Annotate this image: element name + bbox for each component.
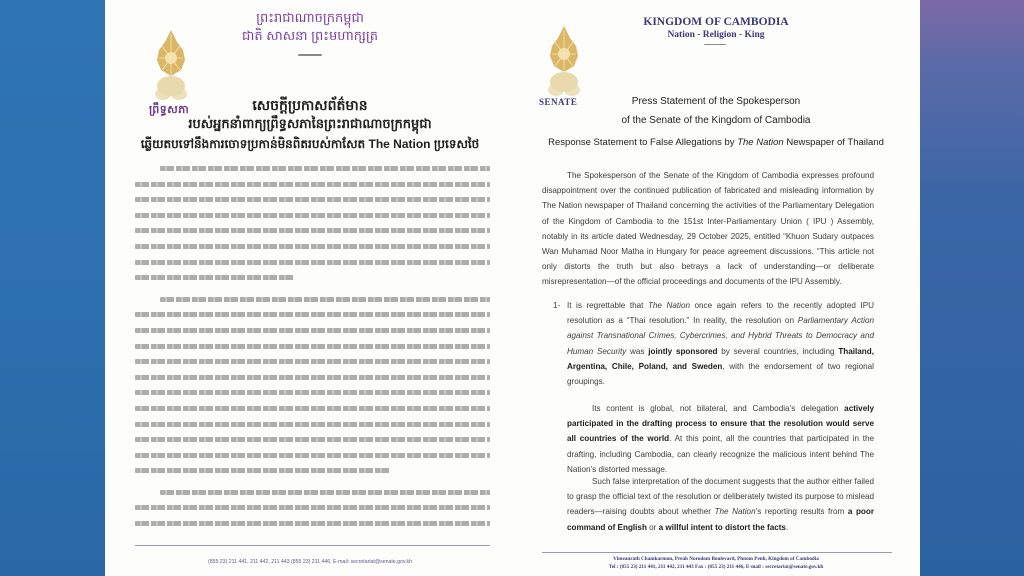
divider-flourish: [298, 54, 322, 56]
logo-caption: ព្រឹទ្ធសភា: [149, 104, 190, 116]
false-emphasis: a willful intent to distort the facts: [658, 522, 786, 532]
resolution-title: Parliamentary Action against Transnational Crimes, Cybercrimes, and Hybrid Threats to Democracy and Human Security: [567, 316, 874, 356]
false-text: [567, 474, 874, 535]
content-text-part: . At this point, all the countries that participated in the drafting, including Cambodia, can clearly recognize the malicious intent behind The Nation’s distorted message.: [567, 434, 875, 474]
footer-address: Vimeanrath Chamkarmon, Preah Norodom Boulevard, Phnom Penh, Kingdom of Cambodia: [613, 556, 819, 562]
logo-caption: SENATE: [539, 97, 578, 107]
footer-contact: Tel : (855 23) 211 441, 211 442, 211 443 Fax : (855 23) 211 446, E-mail : secretariat@senate.gov.kh: [608, 564, 824, 570]
statement-subtitle: of the Senate of the Kingdom of Cambodia: [621, 115, 811, 126]
item-emphasis: jointly sponsored: [648, 346, 718, 356]
statement-response-title: ឆ្លើយតបទៅនឹងការចោទប្រកាន់មិនពិតរបស់កាសែត The Nation ប្រទេសថៃ: [140, 137, 480, 151]
title-text: Response Statement to False Allegations by: [548, 137, 738, 148]
content-paragraph: [567, 401, 874, 477]
false-text-part: Such false interpretation of the document suggests that the author either failed to grasp the official text of the resolution or deliberately twisted its purpose to mislead readers—raising doubts about whether: [567, 477, 874, 517]
khmer-body-text: [135, 166, 490, 537]
statement-title: Press Statement of the Spokesperson: [631, 96, 801, 107]
false-text-part: ’s reporting results from: [755, 507, 848, 517]
statement-title: សេចក្ដីប្រកាសព័ត៌មាន: [252, 97, 368, 113]
title-text: Newspaper of Thailand: [783, 137, 884, 148]
item-text: It is regrettable that: [567, 301, 648, 310]
content-text: [567, 401, 874, 477]
footer-divider: [542, 552, 892, 553]
kingdom-heading: KINGDOM OF CAMBODIA: [643, 16, 789, 28]
statement-subtitle: របស់អ្នកនាំពាក្យព្រឹទ្ធសភានៃព្រះរាជាណាចក្រកម្ពុជា: [188, 116, 432, 131]
content-text-part: Its content is global, not bilateral, and Cambodia’s delegation: [592, 404, 845, 413]
newspaper-name: The Nation: [714, 507, 756, 517]
footer-divider: [135, 545, 490, 546]
item-text: once again refers to the recently adopted IPU resolution as a “Thai resolution.” In reality, the resolution on: [567, 301, 875, 326]
kingdom-heading: ព្រះរាជាណាចក្រកម្ពុជា: [256, 10, 364, 25]
english-press-statement-page: [512, 0, 920, 576]
divider-flourish: [704, 44, 726, 45]
intro-text: The Spokesperson of the Senate of the Kingdom of Cambodia expresses profound disappointment over the continued publication of fabricated and misleading information by The Nation newspaper of Thailand concerning the activities of the Parliamentary Delegation of the Kingdom of Cambodia to the 151st Inter-Parliamentary Union ( IPU ) Assembly, notably in its article dated Wednesday, 29 October 2025, entitled “Khuon Sudary outpaces Wan Muhamad Noor Matha in Hungary for peace agreement discussions. “This article not only distorts the truth but also betrays a lack of understanding—or deliberate misrepresentation—of the official proceedings and documents of the IPU Assembly.: [542, 171, 874, 287]
item-text: , with the endorsement of two regional groupings.: [567, 361, 874, 387]
senate-emblem-icon: [149, 28, 193, 104]
false-text-part: or: [646, 522, 659, 532]
false-text-part: .: [785, 522, 789, 532]
item-text: The Nation: [647, 301, 690, 310]
item-number: 1-: [553, 301, 561, 310]
khmer-press-statement-page: [105, 0, 515, 576]
sponsor-countries: Thailand, Argentina, Chile, Poland, and Sweden: [567, 346, 874, 371]
footer-contact: (855 23) 211 441, 211 442, 211 443 (855 23) 211 446, E-mail: secretariat@senate.gov.kh: [207, 559, 413, 565]
list-item-1: [553, 298, 875, 389]
statement-response-title: [512, 137, 920, 148]
senate-emblem-icon: [542, 24, 586, 100]
false-emphasis: a poor command of English: [567, 507, 875, 532]
item-text: was: [626, 346, 649, 356]
false-interpretation-paragraph: [567, 474, 874, 535]
item-text: by several countries, including: [717, 346, 839, 356]
intro-paragraph: [542, 168, 874, 290]
content-emphasis: actively participated in the drafting process to ensure that the resolution would serve all countries of the world: [567, 404, 874, 444]
background-gradient: [920, 0, 1024, 576]
motto-heading: Nation - Religion - King: [667, 30, 765, 40]
newspaper-name: The Nation: [737, 137, 784, 148]
motto-heading: ជាតិ សាសនា ព្រះមហាក្សត្រ: [242, 28, 378, 43]
